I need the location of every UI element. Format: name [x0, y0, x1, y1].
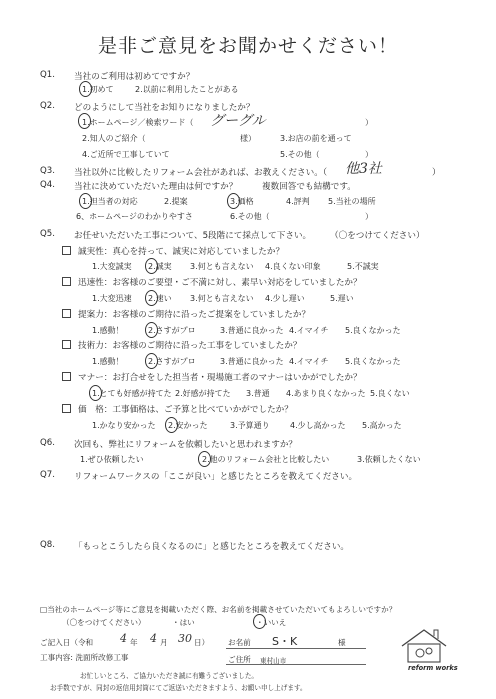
q5-item-6-option-3[interactable]: 3.予算通り: [230, 421, 270, 430]
q3-value: 他3社: [345, 161, 382, 177]
q5-item-4-option-4[interactable]: 4.イマイチ: [289, 357, 329, 366]
q5-item-5-option-5[interactable]: 5.良くない: [370, 389, 410, 398]
q4-option-2[interactable]: 2.提案: [164, 197, 188, 206]
q5-item-3-option-2[interactable]: 2.さすがプロ: [148, 326, 196, 335]
q4-option-7-close: ）: [365, 212, 373, 221]
q5-note: （〇をつけてください）: [330, 231, 425, 241]
q6-text: 次回も、弊社にリフォームを依頼したいと思われますか？: [74, 440, 298, 450]
q1-text: 当社のご利用は初めてですか？: [74, 72, 195, 82]
q6-option-3[interactable]: 3.依頼したくない: [357, 455, 421, 464]
q5-item-6-label: 価 格：工事価格は、ご予算と比べていかがでしたか？: [78, 405, 293, 415]
q5-item-1-label: 誠実性：真心を持って、誠実に対応していましたか？: [78, 247, 285, 257]
q5-item-4-checkbox[interactable]: [62, 340, 71, 349]
q5-item-4-option-3[interactable]: 3.普通に良かった: [220, 357, 284, 366]
q5-item-6-option-4[interactable]: 4.少し高かった: [290, 421, 346, 430]
q5-item-2-option-3[interactable]: 3.何とも言えない: [190, 294, 254, 303]
q5-item-5-answer-circle: [89, 385, 102, 401]
date-day: 30: [178, 632, 192, 645]
q5-item-2-checkbox[interactable]: [62, 277, 71, 286]
q5-item-1-checkbox[interactable]: [62, 246, 71, 255]
date-day-unit: 日）: [194, 638, 210, 647]
q5-item-2-option-1[interactable]: 1.大変迅速: [92, 294, 132, 303]
q7-number: Q7.: [40, 470, 55, 480]
q1-answer-circle: [79, 81, 92, 97]
q2-option-4[interactable]: 4.ご近所で工事していて: [82, 150, 170, 159]
name-label: お名前: [228, 638, 251, 647]
date-year: 4: [120, 632, 127, 645]
date-year-unit: 年: [130, 638, 138, 647]
q5-item-4-option-2[interactable]: 2.さすがプロ: [148, 357, 196, 366]
q2-option-3[interactable]: 3.お店の前を通って: [280, 134, 352, 143]
q4-text: 当社に決めていただいた理由は何ですか？: [74, 182, 238, 192]
q5-item-4-option-1[interactable]: 1.感動！: [92, 357, 124, 366]
q5-item-3-answer-circle: [145, 322, 158, 338]
q4-option-1[interactable]: 1.担当者の対応: [82, 197, 138, 206]
q5-item-6-answer-circle: [165, 417, 178, 433]
publish-yes[interactable]: ・はい: [172, 618, 195, 627]
q5-item-1-option-3[interactable]: 3.何とも言えない: [190, 262, 254, 271]
q3-number: Q3.: [40, 166, 55, 176]
q3-text: 当社以外に比較したリフォーム会社があれば、お教えください。（: [74, 168, 328, 178]
q7-text: リフォームワークスの「ここが良い」と感じたところを教えてください。: [74, 472, 358, 482]
q5-text: お任せいただいた工事について、5段階にて採点して下さい。: [74, 231, 312, 241]
q5-item-2-answer-circle: [145, 290, 158, 306]
closing-line-1: お忙しいところ、ご協力いただき誠に有難うございました。: [80, 672, 259, 680]
reform-works-logo: [396, 626, 452, 664]
q6-number: Q6.: [40, 438, 55, 448]
date-month: 4: [150, 632, 157, 645]
page-title: 是非ご意見をお聞かせください！: [97, 35, 398, 57]
publish-note: （〇をつけてください）: [62, 618, 146, 627]
q1-number: Q1.: [40, 70, 55, 80]
q1-option-1[interactable]: 1.初めて: [82, 85, 114, 94]
name-underline: [226, 648, 366, 649]
closing-line-2: お手数ですが、同封の返信用封筒にてご返送いただきますよう、お願い申し上げます。: [50, 684, 307, 692]
q5-item-6-option-5[interactable]: 5.高かった: [362, 421, 402, 430]
q2-number: Q2.: [40, 101, 55, 111]
q5-item-6-option-2[interactable]: 2.安かった: [168, 421, 208, 430]
q5-item-5-option-1[interactable]: 1.とても好感が持てた: [92, 389, 172, 398]
q5-item-3-checkbox[interactable]: [62, 309, 71, 318]
q5-item-1-option-5[interactable]: 5.不誠実: [347, 262, 379, 271]
q6-option-1[interactable]: 1.ぜひ依頼したい: [80, 455, 144, 464]
q2-option-2[interactable]: 2.知人のご紹介（: [82, 134, 146, 143]
q6-answer-circle: [198, 451, 211, 467]
q8-text: 「もっとこうしたら良くなるのに」と感じたところを教えてください。: [74, 542, 350, 552]
address-label: ご住所: [228, 655, 251, 664]
publish-answer-circle: [253, 614, 266, 629]
q1-option-2[interactable]: 2.以前に利用したことがある: [135, 85, 239, 94]
name-honorific: 様: [338, 638, 346, 647]
q2-answer-circle: [78, 113, 91, 129]
q5-item-3-option-1[interactable]: 1.感動！: [92, 326, 124, 335]
q4-option-7[interactable]: 6.その他（: [230, 212, 270, 221]
publish-question: □当社のホームページ等にご意見を掲載いただく際、お名前を掲載させていただいてもよろしいですか？: [40, 605, 397, 614]
q2-option-5[interactable]: 5.その他（: [280, 150, 320, 159]
q5-item-1-option-1[interactable]: 1.大変誠実: [92, 262, 132, 271]
work-content: 工事内容: 洗面所改修工事: [40, 653, 129, 662]
q4-option-5[interactable]: 5.当社の場所: [328, 197, 376, 206]
q5-item-2-option-2[interactable]: 2.速い: [148, 294, 172, 303]
q4-note: 複数回答でも結構です。: [262, 182, 356, 192]
q4-option-3[interactable]: 3.価格: [230, 197, 254, 206]
q4-option-6[interactable]: 6、ホームページのわかりやすさ: [76, 212, 193, 221]
q5-item-5-option-4[interactable]: 4.あまり良くなかった: [286, 389, 366, 398]
q5-item-4-option-5[interactable]: 5.良くなかった: [345, 357, 401, 366]
q8-number: Q8.: [40, 540, 55, 550]
q5-item-5-checkbox[interactable]: [62, 372, 71, 381]
q2-text: どのようにして当社をお知りになりましたか？: [74, 103, 255, 113]
q2-option-5-close: ）: [365, 150, 373, 159]
q5-item-3-option-4[interactable]: 4.イマイチ: [289, 326, 329, 335]
q3-close: ）: [432, 168, 441, 178]
q4-option-4[interactable]: 4.評判: [286, 197, 310, 206]
q5-item-6-checkbox[interactable]: [62, 404, 71, 413]
q2-option-1[interactable]: 1.ホームページ／検索ワード（: [82, 118, 194, 127]
q5-item-1-option-2[interactable]: 2.誠実: [148, 262, 172, 271]
address-underline: [226, 664, 366, 665]
q5-item-1-option-4[interactable]: 4.良くない印象: [265, 262, 321, 271]
logo-text: reform works: [408, 664, 458, 672]
q5-item-2-label: 迅速性：お客様のご要望・ご不満に対し、素早い対応をしていましたか？: [78, 278, 362, 288]
q5-item-4-label: 技術力：お客様のご期待に沿った工事をしていましたか？: [78, 341, 302, 351]
address-value: 東村山市: [260, 657, 287, 665]
q5-item-5-option-2[interactable]: 2.好感が持てた: [175, 389, 231, 398]
date-label: ご記入日（令和: [40, 638, 94, 647]
q4-number: Q4.: [40, 180, 55, 190]
q5-item-5-option-3[interactable]: 3.普通: [246, 389, 270, 398]
q5-item-3-label: 提案力：お客様のご期待に沿ったご提案をしていましたか？: [78, 310, 311, 320]
q2-option-2-suffix: 様）: [240, 134, 256, 143]
q5-item-1-answer-circle: [145, 258, 158, 274]
date-month-unit: 月: [160, 638, 168, 647]
q5-item-3-option-5[interactable]: 5.良くなかった: [345, 326, 401, 335]
q6-option-2[interactable]: 2.他のリフォーム会社と比較したい: [202, 455, 330, 464]
q5-item-3-option-3[interactable]: 3.普通に良かった: [220, 326, 284, 335]
q5-item-2-option-4[interactable]: 4.少し遅い: [265, 294, 305, 303]
q4-answer-circle-3: [227, 193, 240, 209]
publish-no[interactable]: ・いいえ: [256, 618, 287, 627]
q2-option-1-value: グーグル: [210, 113, 266, 129]
q5-number: Q5.: [40, 229, 55, 239]
q5-item-6-option-1[interactable]: 1.かなり安かった: [92, 421, 156, 430]
q5-item-5-label: マナー：お打合せをした担当者・現場施工者のマナーはいかがでしたか？: [78, 373, 362, 383]
q5-item-2-option-5[interactable]: 5.遅い: [330, 294, 354, 303]
q4-answer-circle-1: [79, 193, 92, 209]
name-value: S・K: [272, 635, 298, 648]
q2-option-1-close: ）: [365, 118, 373, 127]
q5-item-4-answer-circle: [145, 353, 158, 369]
